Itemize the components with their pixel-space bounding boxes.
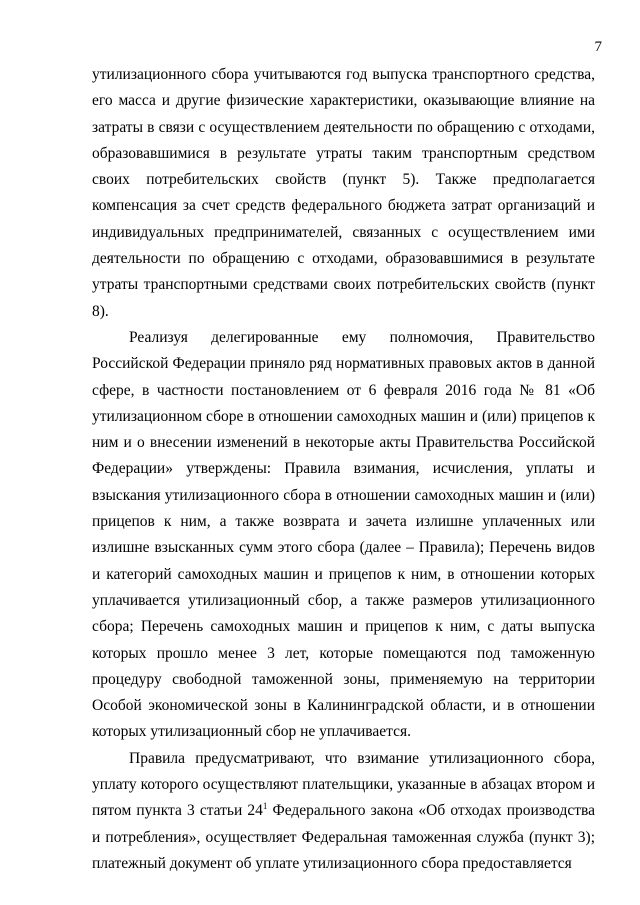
paragraph-3-text-start: Правила предусматривают, что взимание утилизационного сбора, уплату которого осуществляют плательщики, указанные в абзацах втором и пятом пункта 3 статьи 24 — [92, 749, 595, 820]
superscript-article-number: 1 — [262, 801, 268, 812]
paragraph-2: Реализуя делегированные ему полномочия, Правительство Российской Федерации приняло ряд нормативных правовых актов в данной сфере, в частности постановлением от 6 февраля 2016 года № 81 «Об утилизационном сборе в отношении самоходных машин и (или) прицепов к ним и о внесении изменений в некоторые акты Правительства Российской Федерации» утверждены: Правила взимания, исчисления, уплаты и взыскания утилизационного сбора в отношении самоходных машин и (или) прицепов к ним, а также возврата и зачета излишне уплаченных или излишне взысканных сумм этого сбора (далее – Правила); Перечень видов и категорий самоходных машин и прицепов к ним, в отношении которых уплачивается утилизационный сбор, а также размеров утилизационного сбора; Перечень самоходных машин и прицепов к ним, с даты выпуска которых прошло менее 3 лет, которые помещаются под таможенную процедуру свободной таможенной зоны, применяемую на территории Особой экономической зоны в Калининградской области, и в отношении которых утилизационный сбор не уплачивается. — [92, 328, 595, 741]
paragraph-1: утилизационного сбора учитываются год выпуска транспортного средства, его масса и другие физические характеристики, оказывающие влияние на затраты в связи с осуществлением деятельности по обращению с отходами, образовавшимися в результате утраты таким транспортным средством своих потребительских свойств (пункт 5). Также предполагается компенсация за счет средств федерального бюджета затрат организаций и индивидуальных предпринимателей, связанных с осуществлением ими деятельности по обращению с отходами, образовавшимися в результате утраты транспортными средствами своих потребительских свойств (пункт 8). — [92, 66, 595, 320]
paragraph-3-text-end: Федерального закона «Об отходах производства и потребления», осуществляет Федеральная таможенная служба (пункт 3); платежный документ об уплате утилизационного сбора предоставляется — [92, 802, 595, 872]
body-text — [92, 62, 595, 877]
page-number: 7 — [594, 39, 602, 55]
paragraph-3 — [92, 746, 595, 877]
